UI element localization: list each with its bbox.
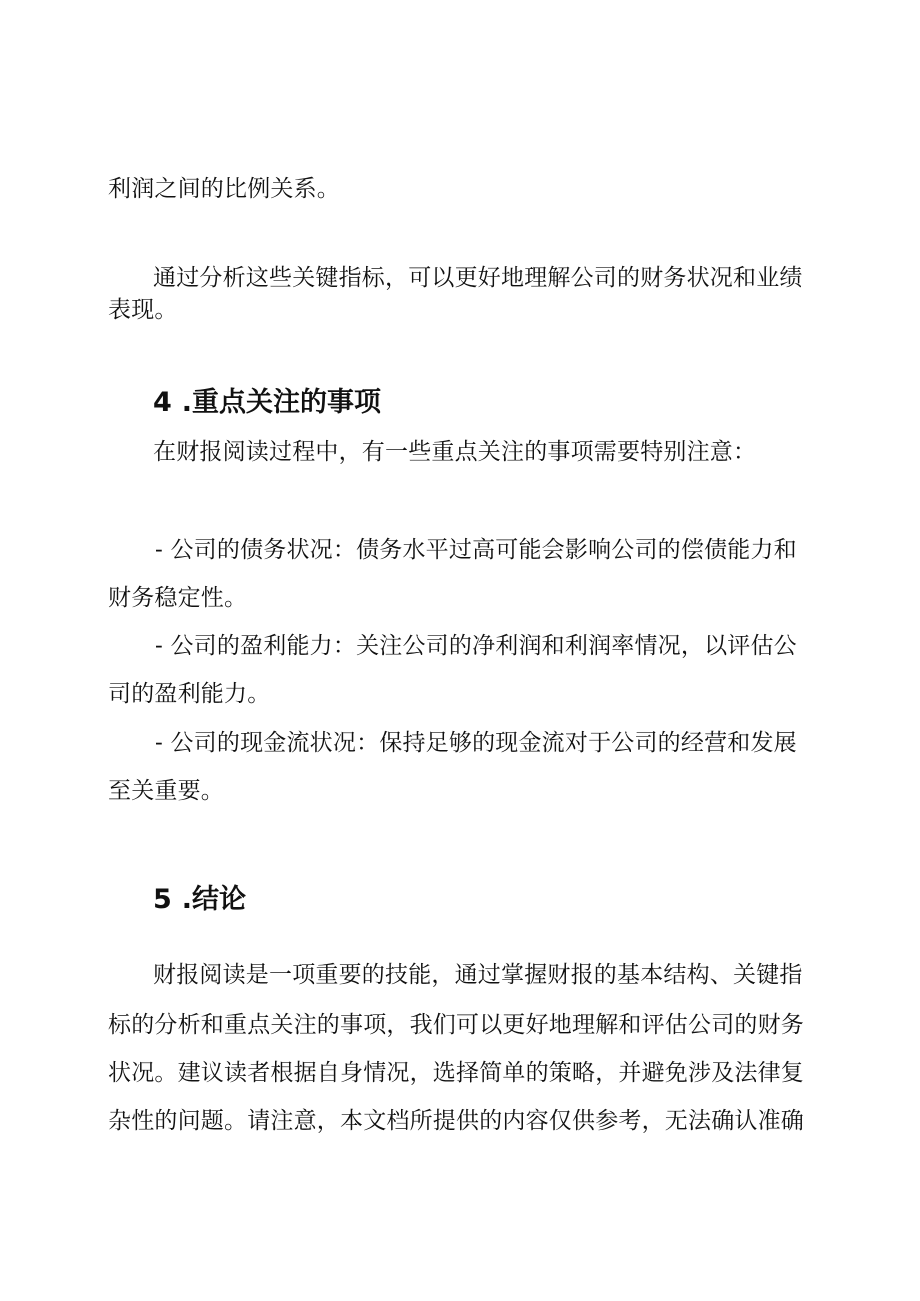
bullet-line: - 公司的债务状况：债务水平过高可能会影响公司的偿债能力和 [155, 537, 797, 563]
section-number: 4 [153, 387, 172, 418]
section-4-heading [153, 385, 381, 421]
paragraph-line: 表现。 [108, 297, 178, 323]
section-5-heading [153, 882, 246, 918]
paragraph-line: 杂性的问题。请注意，本文档所提供的内容仅供参考，无法确认准确 [108, 1108, 804, 1134]
section-title: .结论 [181, 884, 247, 915]
section-number: 5 [153, 884, 172, 915]
paragraph-line: 标的分析和重点关注的事项，我们可以更好地理解和评估公司的财务 [108, 1012, 804, 1038]
bullet-line: - 公司的现金流状况：保持足够的现金流对于公司的经营和发展 [155, 730, 797, 756]
paragraph-line: 财报阅读是一项重要的技能，通过掌握财报的基本结构、关键指 [153, 962, 803, 988]
bullet-line: 至关重要。 [108, 778, 224, 804]
section-title: .重点关注的事项 [181, 387, 382, 418]
paragraph-line: 利润之间的比例关系。 [108, 176, 340, 202]
paragraph-line: 状况。建议读者根据自身情况，选择简单的策略，并避免涉及法律复 [108, 1060, 804, 1086]
bullet-line: 财务稳定性。 [108, 585, 248, 611]
bullet-line: - 公司的盈利能力：关注公司的净利润和利润率情况，以评估公 [155, 633, 797, 659]
bullet-line: 司的盈利能力。 [108, 681, 271, 707]
paragraph-line: 通过分析这些关键指标，可以更好地理解公司的财务状况和业绩 [153, 265, 803, 291]
section-intro: 在财报阅读过程中，有一些重点关注的事项需要特别注意： [153, 439, 757, 465]
